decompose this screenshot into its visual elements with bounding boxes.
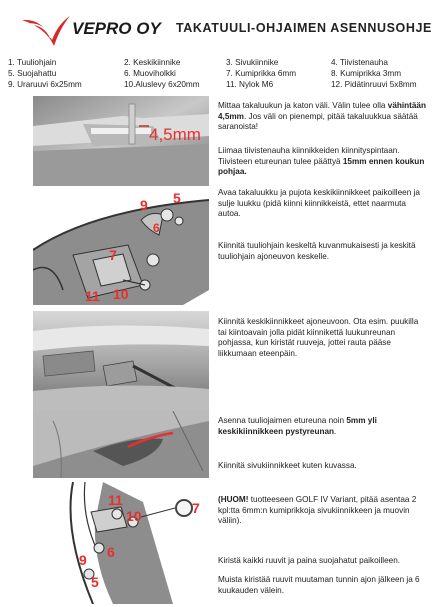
- photo-front-edge: [33, 411, 209, 478]
- callout-6: 6: [153, 221, 160, 235]
- part-item: 8. Kumiprikka 3mm: [331, 69, 402, 78]
- logo-text: VEPRO OY: [72, 19, 161, 38]
- part-item: 3. Sivukiinnike: [226, 58, 279, 67]
- part-item: 9. Uraruuvi 6x25mm: [8, 80, 82, 89]
- step-insert-brackets: Avaa takaluukku ja pujota keskikiinnikkeet paikoilleen ja sulje luukku (pidä kiinni kiinnikkeistä, ettet naarmuta autoa.: [218, 188, 420, 219]
- diagram-side-bracket: [33, 482, 209, 604]
- callout-6: 6: [107, 544, 115, 560]
- step-side-brackets: Kiinnitä sivukiinnikkeet kuten kuvassa.: [218, 461, 357, 470]
- step-front-edge: Asenna tuuliojaimen etureuna noin 5mm yli keskikiinnikkeen pystyreunan.: [218, 416, 377, 436]
- washer-icon: [175, 499, 193, 517]
- step-fix-brackets: Kiinnitä keskikiinnikkeet ajoneuvoon. Ota esim. puukilla tai kiintoavain jolla pidät kiinnikettä luukunreunan pohjassa, kun kiristät ruuveja, jottei rauta pääse liikkumaan eteenpäin.: [218, 317, 419, 358]
- callout-10: 10: [126, 508, 142, 524]
- photo-bracket-tighten: [33, 311, 209, 411]
- page-title: TAKATUULI-OHJAIMEN ASENNUSOHJE: [176, 21, 432, 35]
- callout-11: 11: [108, 492, 123, 508]
- part-item: 1. Tuuliohjain: [8, 58, 57, 67]
- part-item: 2. Keskikiinnike: [124, 58, 181, 67]
- diagram-center-bracket: [33, 190, 209, 305]
- gap-label: 4,5mm: [149, 125, 201, 144]
- callout-9: 9: [79, 552, 87, 568]
- part-item: 12. Pidätinruuvi 5x8mm: [331, 80, 417, 89]
- step-tighten-caps: Kiristä kaikki ruuvit ja paina suojahatut paikoilleen.: [218, 556, 401, 565]
- callout-11: 11: [85, 288, 100, 304]
- part-item: 5. Suojahattu: [8, 69, 57, 78]
- callout-7: 7: [109, 247, 117, 263]
- parts-list: [8, 58, 440, 91]
- vepro-swoosh-icon: [20, 10, 170, 50]
- part-item: 7. Kumiprikka 6mm: [226, 69, 297, 78]
- step-measure-gap: Mittaa takaluukun ja katon väli. Välin tulee olla vähintään 4,5mm. Jos väli on pienempi, pitää takaluukkua säätää saranoista!: [218, 101, 426, 132]
- step-fix-center: Kiinnitä tuuliohjain keskeltä kuvanmukaisesti ja keskitä tuuliohjain ajoneuvon keskelle.: [218, 241, 416, 261]
- photo-gap-measure: [33, 96, 209, 186]
- callout-10: 10: [113, 286, 129, 302]
- part-item: 4. Tiivistenauha: [331, 58, 388, 67]
- callout-7: 7: [192, 500, 200, 516]
- callout-5: 5: [91, 574, 99, 590]
- step-seal-tape: Liimaa tiivistenauha kiinnikkeiden kiinnityspintaan. Tiivisteen etureunan tulee päättyä 15mm ennen koukun pohjaa.: [218, 146, 425, 177]
- vepro-logo: [20, 10, 170, 50]
- step-golf-note: (HUOM! tuotteeseen GOLF IV Variant, pitää asentaa 2 kpl:tta 6mm:n kumiprikkoja sivukiinnikkeen ja muovin väliin).: [218, 495, 417, 526]
- part-item: 6. Muoviholkki: [124, 69, 176, 78]
- part-item: 10.Aluslevy 6x20mm: [124, 80, 200, 89]
- callout-9: 9: [140, 197, 148, 213]
- part-item: 11. Nylok M6: [226, 80, 274, 89]
- step-retighten: Muista kiristää ruuvit muutaman tunnin ajon jälkeen ja 6 kuukauden välein.: [218, 575, 420, 595]
- callout-5: 5: [173, 190, 181, 206]
